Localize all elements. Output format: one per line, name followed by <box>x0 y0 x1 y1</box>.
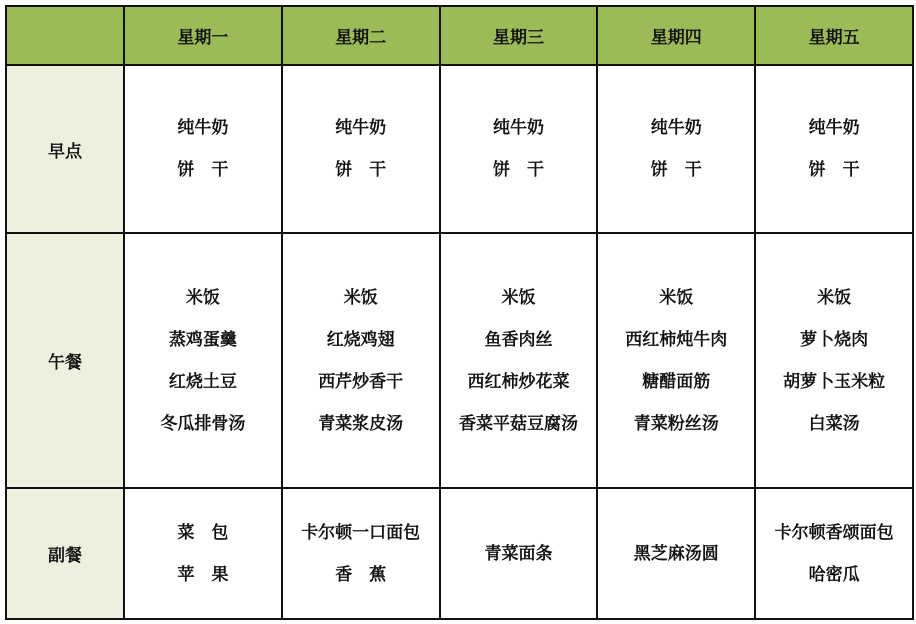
menu-item: 胡萝卜玉米粒 <box>783 371 886 392</box>
menu-item: 西红柿炒花菜 <box>467 371 570 392</box>
menu-item: 红烧土豆 <box>168 371 237 392</box>
menu-item: 哈密瓜 <box>808 564 860 585</box>
menu-item: 饼 干 <box>177 160 229 180</box>
menu-item: 红烧鸡翅 <box>326 329 395 350</box>
menu-cell <box>440 488 598 619</box>
menu-cell <box>755 488 913 619</box>
day-header-thu: 星期四 <box>597 6 755 65</box>
menu-item: 饼 干 <box>335 160 387 180</box>
menu-item: 萝卜烧肉 <box>800 329 869 350</box>
menu-item: 米饭 <box>185 287 220 308</box>
menu-cell <box>124 488 282 619</box>
menu-cell <box>755 233 913 488</box>
menu-item: 青菜面条 <box>484 543 553 564</box>
menu-cell <box>440 233 598 488</box>
menu-item: 青菜粉丝汤 <box>633 413 719 434</box>
menu-cell <box>597 65 755 233</box>
menu-item: 米饭 <box>343 287 378 308</box>
menu-item: 米饭 <box>659 287 694 308</box>
meal-label: 午餐 <box>6 233 124 488</box>
menu-item: 纯牛奶 <box>492 118 544 138</box>
menu-body <box>6 6 913 619</box>
lunch-row <box>6 233 913 488</box>
menu-cell <box>440 65 598 233</box>
menu-item: 纯牛奶 <box>177 118 229 138</box>
menu-item: 菜 包 <box>177 522 229 543</box>
menu-item: 米饭 <box>501 287 536 308</box>
menu-item: 纯牛奶 <box>808 118 860 138</box>
day-header-tue: 星期二 <box>282 6 440 65</box>
menu-cell <box>597 488 755 619</box>
breakfast-row <box>6 65 913 233</box>
header-row <box>6 6 913 65</box>
menu-item: 饼 干 <box>650 160 702 180</box>
menu-item: 冬瓜排骨汤 <box>160 413 246 434</box>
menu-item: 白菜汤 <box>808 413 860 434</box>
menu-item: 鱼香肉丝 <box>484 329 553 350</box>
menu-item: 蒸鸡蛋羹 <box>168 329 237 350</box>
menu-cell <box>282 488 440 619</box>
menu-cell <box>282 65 440 233</box>
menu-cell <box>755 65 913 233</box>
menu-item: 糖醋面筋 <box>642 371 711 392</box>
meal-label: 副餐 <box>6 488 124 619</box>
menu-item: 纯牛奶 <box>335 118 387 138</box>
menu-item: 西红柿炖牛肉 <box>625 329 728 350</box>
menu-item: 卡尔顿一口面包 <box>301 522 421 543</box>
meal-label: 早点 <box>6 65 124 233</box>
menu-cell <box>124 65 282 233</box>
weekly-menu-table <box>5 5 914 620</box>
menu-item: 苹 果 <box>177 564 229 585</box>
menu-item: 青菜浆皮汤 <box>318 413 404 434</box>
menu-item: 西芹炒香干 <box>318 371 404 392</box>
snack-row <box>6 488 913 619</box>
menu-item: 饼 干 <box>492 160 544 180</box>
menu-cell <box>282 233 440 488</box>
menu-item: 饼 干 <box>808 160 860 180</box>
menu-cell <box>124 233 282 488</box>
menu-cell <box>597 233 755 488</box>
menu-item: 米饭 <box>817 287 852 308</box>
day-header-wed: 星期三 <box>440 6 598 65</box>
menu-item: 香 蕉 <box>335 564 387 585</box>
menu-item: 卡尔顿香颂面包 <box>774 522 894 543</box>
corner-cell <box>6 6 124 65</box>
menu-item: 纯牛奶 <box>650 118 702 138</box>
menu-item: 黑芝麻汤圆 <box>633 543 719 564</box>
menu-item: 香菜平菇豆腐汤 <box>458 413 578 434</box>
day-header-mon: 星期一 <box>124 6 282 65</box>
day-header-fri: 星期五 <box>755 6 913 65</box>
